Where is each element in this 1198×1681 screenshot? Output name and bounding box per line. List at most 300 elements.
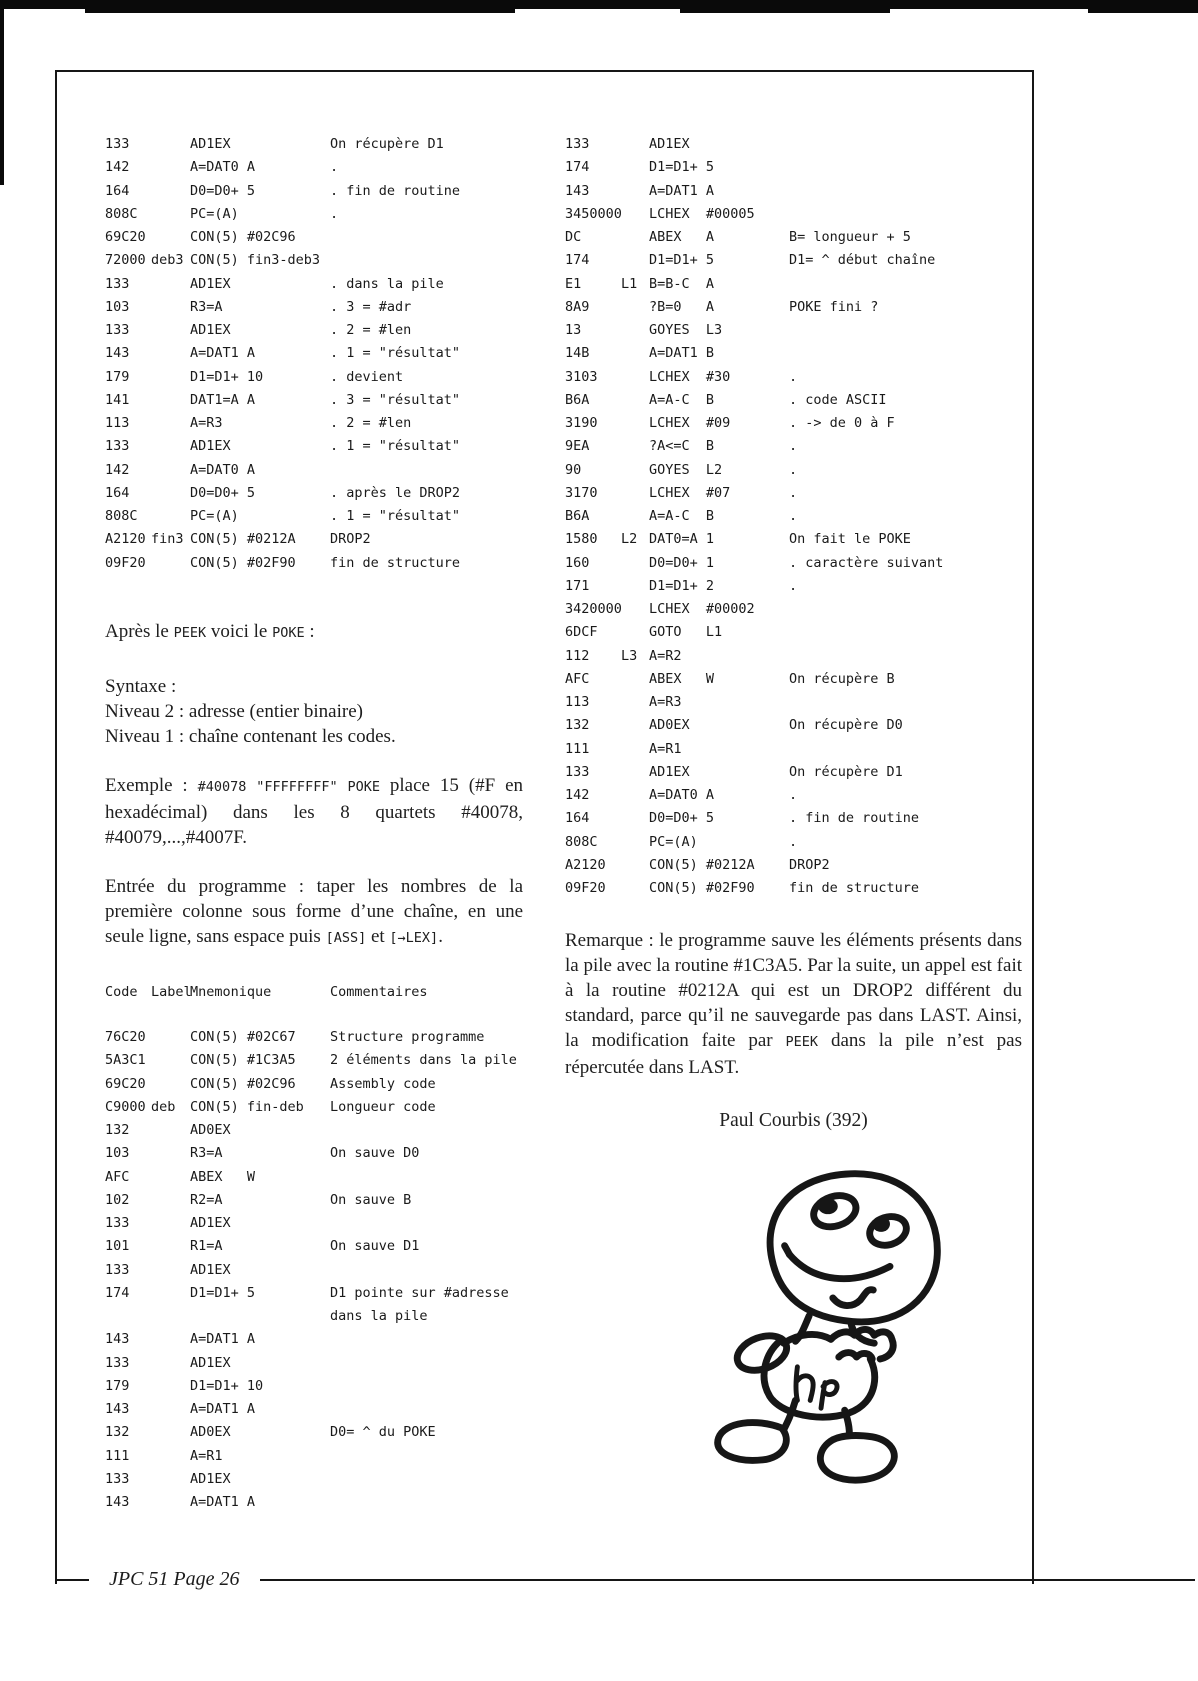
mnemonic-cell: D1=D1+ 10 — [190, 1377, 264, 1394]
label-cell — [621, 505, 649, 528]
comment-cell — [330, 1445, 523, 1468]
mnemonic-cell: R2=A — [190, 1191, 223, 1208]
mnemonic-cell: D1=D1+ 5 — [190, 1284, 256, 1301]
comment-cell — [789, 273, 1022, 296]
code-cell: B6A — [565, 391, 590, 408]
comment-cell — [330, 226, 523, 249]
mascot-left-pupil — [818, 1199, 838, 1215]
mnemonic-cell: CON(5) #1C3A5 — [190, 1052, 296, 1069]
code-cell: 808C — [105, 205, 138, 222]
code-cell: 143 — [105, 1401, 130, 1417]
text-segment: PEEK — [785, 1034, 819, 1051]
code-row — [565, 156, 1022, 179]
comment-cell: . caractère suivant — [789, 554, 944, 571]
code-row — [105, 505, 523, 528]
comment-cell: DROP2 — [789, 856, 830, 873]
mnemonic-cell: A=DAT1 A — [190, 345, 256, 362]
label-cell — [151, 1212, 190, 1235]
mnemonic-cell: CON(5) #02C96 — [190, 229, 296, 245]
code-row — [565, 319, 1022, 342]
label-cell — [151, 1305, 190, 1328]
label-cell — [621, 691, 649, 714]
comment-cell — [789, 621, 1022, 644]
code-cell: 164 — [105, 182, 130, 199]
code-listing-right — [565, 133, 1022, 900]
code-cell: AFC — [565, 670, 590, 687]
mnemonic-cell: LCHEX #00002 — [649, 601, 755, 617]
mnemonic-cell: CON(5) fin3-deb3 — [190, 252, 321, 269]
comment-cell — [789, 645, 1022, 668]
comment-cell — [789, 156, 1022, 179]
code-cell — [105, 1305, 151, 1328]
comment-cell — [789, 133, 1022, 156]
code-cell: 133 — [565, 136, 590, 152]
comment-cell — [789, 342, 1022, 365]
mnemonic-cell: AD1EX — [190, 1354, 231, 1371]
code-cell: 143 — [105, 345, 130, 362]
mnemonic-cell: D0=D0+ 1 — [649, 554, 715, 571]
comment-cell — [330, 1352, 523, 1375]
code-row — [565, 528, 1022, 551]
comment-cell — [789, 738, 1022, 761]
comment-cell: . code ASCII — [789, 391, 887, 408]
code-row — [565, 668, 1022, 691]
code-row — [105, 342, 523, 365]
mnemonic-cell: AD1EX — [190, 1470, 231, 1487]
label-cell — [151, 1328, 190, 1351]
mnemonic-cell: PC=(A) — [190, 508, 239, 524]
code-row — [565, 738, 1022, 761]
mnemonic-cell: LCHEX #00005 — [649, 205, 755, 222]
comment-cell: On récupère D1 — [789, 763, 903, 780]
mnemonic-cell: A=DAT1 A — [190, 1494, 256, 1510]
mnemonic-cell: AD1EX — [190, 1261, 231, 1278]
mnemonic-cell: D0=D0+ 5 — [190, 182, 256, 199]
text-segment: #40078 — [197, 778, 247, 795]
header-mnemonic: Mnemonique — [190, 983, 272, 1000]
code-cell: 133 — [105, 1261, 130, 1278]
code-cell: 1580 — [565, 531, 598, 548]
comment-cell: On récupère B — [789, 670, 895, 687]
comment-cell: dans la pile — [330, 1308, 428, 1324]
code-cell: 72000 — [105, 252, 146, 269]
code-cell: A2120 — [565, 856, 606, 873]
comment-cell — [330, 1375, 523, 1398]
code-row — [105, 1491, 523, 1514]
code-row — [565, 412, 1022, 435]
comment-cell — [330, 1468, 523, 1491]
code-row — [105, 133, 523, 156]
label-cell — [151, 1259, 190, 1282]
code-row — [105, 1142, 523, 1165]
label-cell: L1 — [621, 275, 638, 292]
label-cell — [151, 1375, 190, 1398]
code-cell: 174 — [565, 159, 590, 176]
text-segment: Remarque : le programme sauve les éléments présents dans la pile avec la routine #1C3A5. Par la suite, un appel est fait à la routine #0212A qui est un DROP2 différent du standard, parce qu’il ne sauvegarde pas dans LAST. Ainsi, la modification faite par — [565, 930, 1022, 1052]
code-row — [565, 505, 1022, 528]
comment-cell: On sauve B — [330, 1191, 412, 1208]
comment-cell — [789, 203, 1022, 226]
code-row — [105, 1445, 523, 1468]
label-cell — [151, 366, 190, 389]
code-row — [105, 1352, 523, 1375]
text-segment: voici le — [206, 620, 273, 642]
comment-cell — [330, 1212, 523, 1235]
code-cell: 171 — [565, 577, 590, 594]
code-row — [105, 1259, 523, 1282]
label-cell — [621, 575, 649, 598]
label-cell — [151, 226, 190, 249]
comment-cell — [330, 1398, 523, 1421]
mnemonic-cell: A=R2 — [649, 647, 682, 664]
mnemonic-cell: A=A-C B — [649, 508, 715, 524]
mnemonic-cell: CON(5) #02C67 — [190, 1029, 296, 1045]
code-row — [105, 1235, 523, 1258]
comment-cell: On récupère D1 — [330, 136, 444, 152]
comment-cell: On fait le POKE — [789, 531, 911, 548]
code-row — [565, 854, 1022, 877]
comment-cell — [330, 249, 523, 272]
code-row — [105, 1328, 523, 1351]
mnemonic-cell: CON(5) #02F90 — [649, 880, 755, 896]
code-cell: 132 — [105, 1424, 130, 1441]
mnemonic-cell: AD1EX — [190, 438, 231, 455]
right-column — [565, 133, 1022, 1490]
text-segment — [338, 775, 348, 796]
comment-cell: D1= ^ début chaîne — [789, 252, 936, 269]
code-cell: 141 — [105, 391, 130, 408]
page-footer — [55, 1568, 1195, 1591]
code-row — [565, 366, 1022, 389]
code-row — [105, 528, 523, 551]
label-cell — [151, 1282, 190, 1305]
code-cell: 113 — [105, 415, 130, 431]
code-cell: 3450000 — [565, 205, 622, 222]
code-cell: C9000 — [105, 1098, 146, 1115]
mnemonic-cell: AD1EX — [190, 275, 231, 292]
code-cell: 3170 — [565, 484, 598, 501]
listing-header-row — [105, 981, 523, 1004]
mnemonic-cell: DAT0=A 1 — [649, 531, 715, 548]
label-cell — [151, 203, 190, 226]
code-row — [565, 877, 1022, 900]
code-row — [565, 273, 1022, 296]
syntaxe-line: Niveau 2 : adresse (entier binaire) — [105, 700, 363, 722]
label-cell — [621, 761, 649, 784]
code-row — [565, 552, 1022, 575]
label-cell — [621, 854, 649, 877]
comment-cell: B= longueur + 5 — [789, 229, 911, 245]
syntaxe-block — [105, 674, 523, 749]
mnemonic-cell: A=DAT1 A — [190, 1401, 256, 1417]
code-cell: B6A — [565, 508, 590, 524]
label-cell — [151, 1166, 190, 1189]
mascot-left-arm — [784, 1335, 831, 1344]
paragraph-remarque — [565, 928, 1022, 1080]
label-cell — [621, 482, 649, 505]
code-row — [105, 1305, 523, 1328]
label-cell — [151, 273, 190, 296]
mascot-left-leg — [784, 1401, 796, 1431]
comment-cell: . après le DROP2 — [330, 484, 461, 501]
comment-cell: On récupère D0 — [789, 717, 903, 734]
label-cell — [151, 1049, 190, 1072]
code-cell: A2120 — [105, 531, 146, 548]
mnemonic-cell: CON(5) #0212A — [649, 856, 755, 873]
mascot-right-shoe — [820, 1436, 894, 1481]
code-cell: 111 — [565, 740, 590, 757]
code-cell: 132 — [105, 1122, 130, 1138]
code-cell: 132 — [565, 717, 590, 734]
mnemonic-cell: LCHEX #30 — [649, 368, 731, 385]
mnemonic-cell: LCHEX #07 — [649, 484, 731, 501]
scan-artifact-blob — [680, 0, 890, 13]
mnemonic-cell: D1=D1+ 10 — [190, 368, 264, 385]
label-cell — [151, 319, 190, 342]
comment-cell: . 2 = #len — [330, 415, 412, 431]
label-cell — [621, 203, 649, 226]
paragraph-apres-le-peek — [105, 619, 523, 646]
code-cell: 09F20 — [105, 554, 146, 571]
code-cell: 133 — [105, 1470, 130, 1487]
code-cell: 3190 — [565, 415, 598, 431]
code-row — [565, 645, 1022, 668]
mnemonic-cell: AD0EX — [190, 1424, 231, 1441]
label-cell — [151, 1445, 190, 1468]
code-row — [105, 1166, 523, 1189]
text-segment: "FFFFFFFF" — [256, 778, 338, 795]
comment-cell: D1 pointe sur #adresse — [330, 1284, 509, 1301]
code-cell: 142 — [565, 787, 590, 803]
code-row — [105, 180, 523, 203]
code-cell: 174 — [565, 252, 590, 269]
comment-cell: Longueur code — [330, 1098, 436, 1115]
code-listing-left-bottom — [105, 1026, 523, 1514]
comment-cell: D0= ^ du POKE — [330, 1424, 436, 1441]
comment-cell: On sauve D1 — [330, 1238, 420, 1255]
label-cell — [621, 668, 649, 691]
mnemonic-cell: AD1EX — [190, 136, 231, 152]
label-cell — [151, 156, 190, 179]
comment-cell: 2 éléments dans la pile — [330, 1052, 517, 1069]
label-cell — [151, 552, 190, 575]
code-row — [105, 273, 523, 296]
comment-cell: . — [789, 484, 798, 501]
code-row — [105, 366, 523, 389]
code-row — [105, 552, 523, 575]
code-row — [565, 784, 1022, 807]
label-cell — [621, 714, 649, 737]
code-row — [105, 1189, 523, 1212]
code-row — [105, 389, 523, 412]
mnemonic-cell: R3=A — [190, 298, 223, 315]
mnemonic-cell: CON(5) #02F90 — [190, 554, 296, 571]
comment-cell: fin de structure — [330, 554, 461, 571]
mnemonic-cell: LCHEX #09 — [649, 415, 731, 431]
label-cell — [621, 807, 649, 830]
code-cell: AFC — [105, 1168, 130, 1185]
mnemonic-cell: A=DAT1 A — [649, 182, 715, 199]
code-row — [565, 133, 1022, 156]
code-cell: 103 — [105, 1145, 130, 1162]
mnemonic-cell: A=R3 — [649, 694, 682, 710]
text-segment: Entrée du programme : taper les nombres de la première colonne sous forme d’une chaîne, en une seule ligne, sans espace puis — [105, 875, 523, 947]
comment-cell — [330, 1166, 523, 1189]
code-row — [105, 296, 523, 319]
comment-cell: Structure programme — [330, 1029, 485, 1045]
comment-cell — [789, 180, 1022, 203]
code-cell: 5A3C1 — [105, 1052, 146, 1069]
mnemonic-cell: CON(5) fin-deb — [190, 1098, 304, 1115]
code-cell: 69C20 — [105, 229, 146, 245]
mnemonic-cell: CON(5) #02C96 — [190, 1075, 296, 1092]
label-cell: deb3 — [151, 252, 184, 269]
code-cell: 142 — [105, 159, 130, 176]
code-cell: 3420000 — [565, 601, 622, 617]
code-cell: 143 — [565, 182, 590, 199]
label-cell — [151, 1189, 190, 1212]
comment-cell — [330, 1259, 523, 1282]
code-cell: 164 — [565, 810, 590, 827]
comment-cell: . -> de 0 à F — [789, 415, 895, 431]
code-cell: 808C — [565, 833, 598, 850]
text-segment: . — [438, 925, 443, 947]
code-cell: 143 — [105, 1494, 130, 1510]
code-cell: 160 — [565, 554, 590, 571]
code-cell: 103 — [105, 298, 130, 315]
mnemonic-cell: A=DAT0 A — [190, 159, 256, 176]
code-row — [565, 575, 1022, 598]
code-cell: 142 — [105, 461, 130, 478]
mnemonic-cell: AD1EX — [190, 322, 231, 338]
label-cell: deb — [151, 1098, 176, 1115]
label-cell — [151, 1142, 190, 1165]
code-listing-left-top — [105, 133, 523, 575]
label-cell — [621, 621, 649, 644]
code-cell: 102 — [105, 1191, 130, 1208]
mnemonic-cell: GOYES L3 — [649, 322, 723, 338]
label-cell — [621, 877, 649, 900]
label-cell — [621, 435, 649, 458]
text-segment: POKE — [347, 778, 380, 795]
comment-cell: . 3 = "résultat" — [330, 391, 461, 408]
comment-cell: . 3 = #adr — [330, 298, 412, 315]
mnemonic-cell: A=A-C B — [649, 391, 715, 408]
text-segment — [246, 775, 256, 796]
comment-cell: . — [789, 508, 798, 524]
code-cell: 174 — [105, 1284, 130, 1301]
mnemonic-cell: D1=D1+ 5 — [649, 252, 715, 269]
left-column — [105, 133, 523, 1514]
label-cell: L2 — [621, 531, 638, 548]
mnemonic-cell: D1=D1+ 2 — [649, 577, 715, 594]
comment-cell — [789, 691, 1022, 714]
code-cell: 164 — [105, 484, 130, 501]
code-cell: 9EA — [565, 438, 590, 455]
label-cell — [151, 1468, 190, 1491]
mnemonic-cell: D0=D0+ 5 — [649, 810, 715, 827]
label-cell — [621, 598, 649, 621]
mnemonic-cell: DAT1=A A — [190, 391, 256, 408]
label-cell — [151, 505, 190, 528]
code-cell: 69C20 — [105, 1075, 146, 1092]
label-cell — [151, 389, 190, 412]
mnemonic-cell: AD1EX — [649, 136, 690, 152]
code-row — [105, 1375, 523, 1398]
code-row — [565, 342, 1022, 365]
code-row — [565, 691, 1022, 714]
comment-cell: . 2 = #len — [330, 322, 412, 338]
text-segment: place 15 (#F en hexadécimal) dans les 8 quartets #40078, #40079,...,#4007F. — [105, 774, 524, 848]
code-cell: 09F20 — [565, 880, 606, 896]
mnemonic-cell: A=R3 — [190, 415, 223, 431]
comment-cell: . 1 = "résultat" — [330, 345, 461, 362]
code-cell: 113 — [565, 694, 590, 710]
code-row — [565, 203, 1022, 226]
code-cell: E1 — [565, 275, 582, 292]
code-row — [105, 1421, 523, 1444]
code-row — [105, 1468, 523, 1491]
label-cell — [621, 831, 649, 854]
mnemonic-cell: R3=A — [190, 1145, 223, 1162]
label-cell — [151, 1398, 190, 1421]
code-row — [105, 1096, 523, 1119]
comment-cell: . — [789, 461, 798, 478]
mnemonic-cell — [190, 1305, 330, 1328]
mnemonic-cell: A=DAT0 A — [649, 787, 715, 803]
label-cell — [151, 412, 190, 435]
code-cell: 90 — [565, 461, 582, 478]
comment-cell — [330, 1328, 523, 1351]
code-row — [565, 761, 1022, 784]
mnemonic-cell: ?A<=C B — [649, 438, 715, 455]
code-cell: 6DCF — [565, 624, 598, 641]
label-cell — [621, 342, 649, 365]
comment-cell: . — [789, 577, 798, 594]
mascot-smile-corner — [785, 1246, 790, 1255]
code-cell: 133 — [105, 1354, 130, 1371]
label-cell — [151, 1119, 190, 1142]
comment-cell: . fin de routine — [789, 810, 920, 827]
comment-cell — [789, 598, 1022, 621]
label-cell: L3 — [621, 647, 638, 664]
text-segment: : — [304, 620, 315, 642]
text-segment: POKE — [272, 624, 305, 641]
label-cell — [621, 459, 649, 482]
code-cell: 133 — [565, 763, 590, 780]
code-cell: 179 — [105, 1377, 130, 1394]
code-row — [105, 226, 523, 249]
code-cell: 13 — [565, 322, 582, 338]
code-cell: 101 — [105, 1238, 130, 1255]
code-row — [105, 1212, 523, 1235]
label-cell — [151, 1235, 190, 1258]
code-cell: 133 — [105, 1215, 130, 1231]
code-row — [565, 296, 1022, 319]
label-cell — [151, 296, 190, 319]
mnemonic-cell: A=R1 — [190, 1447, 223, 1464]
comment-cell: . 1 = "résultat" — [330, 508, 461, 524]
code-row — [105, 1026, 523, 1049]
label-cell — [621, 249, 649, 272]
comment-cell: . fin de routine — [330, 182, 461, 199]
comment-cell: POKE fini ? — [789, 298, 879, 315]
code-cell: 111 — [105, 1447, 130, 1464]
header-comment: Commentaires — [330, 983, 428, 1000]
text-segment: [ASS] — [325, 929, 367, 946]
code-row — [565, 714, 1022, 737]
label-cell — [151, 482, 190, 505]
